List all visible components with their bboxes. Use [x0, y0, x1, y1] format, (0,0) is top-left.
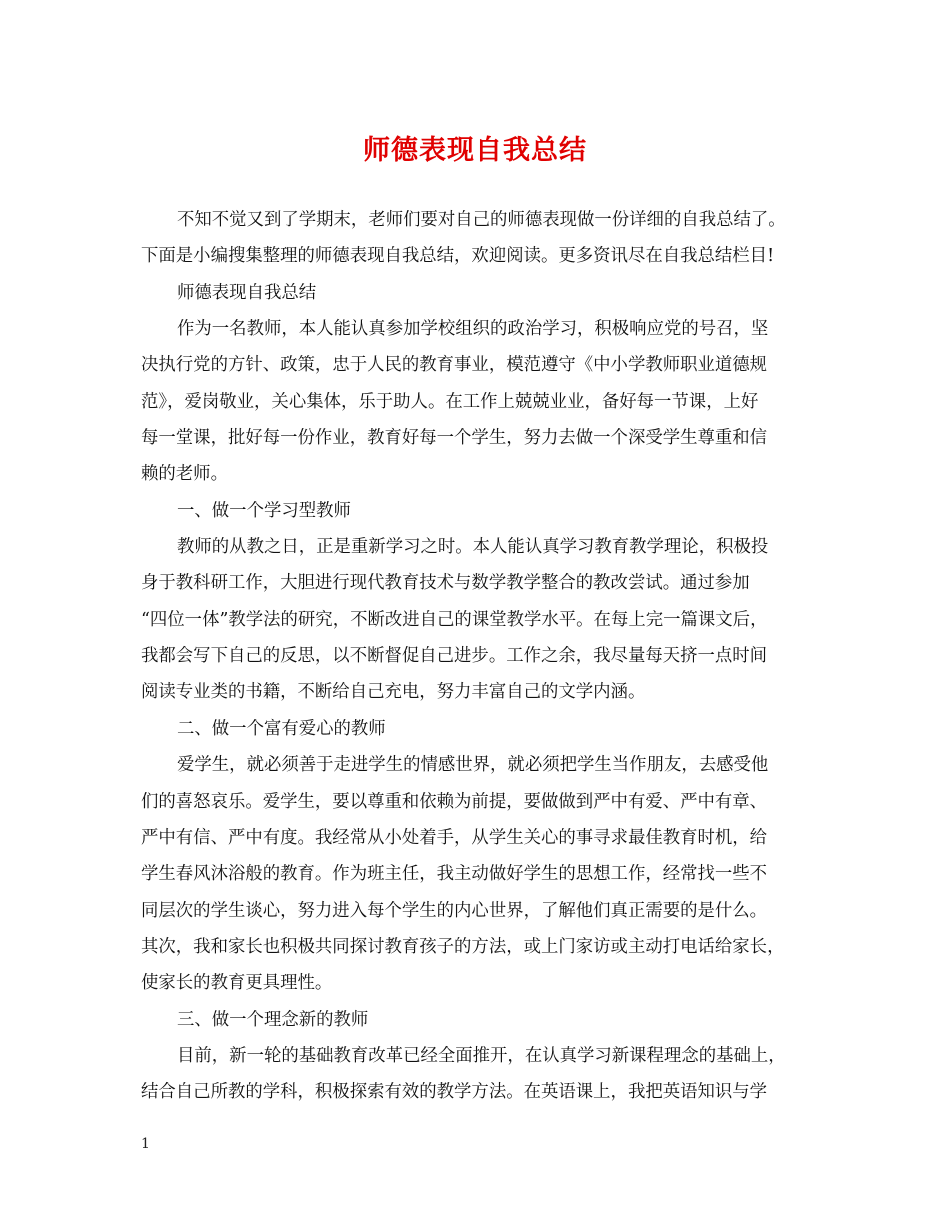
text-line: 其次，我和家长也积极共同探讨教育孩子的方法，或上门家访或主动打电话给家长，	[141, 936, 785, 957]
text-line: 们的喜怒哀乐。爱学生，要以尊重和依赖为前提，要做做到严中有爱、严中有章、	[141, 791, 768, 812]
text-line: 三、做一个理念新的教师	[177, 1009, 369, 1030]
text-line: 我都会写下自己的反思，以不断督促自己进步。工作之余，我尽量每天挤一点时间	[141, 646, 768, 667]
text-line: 严中有信、严中有度。我经常从小处着手，从学生关心的事寻求最佳教育时机，给	[141, 827, 768, 848]
text-line: 同层次的学生谈心，努力进入每个学生的内心世界，了解他们真正需要的是什么。	[141, 900, 768, 921]
text-line: 作为一名教师，本人能认真参加学校组织的政治学习，积极响应党的号召，坚	[177, 319, 769, 340]
text-line: 不知不觉又到了学期末，老师们要对自己的师德表现做一份详细的自我总结了。	[177, 210, 786, 230]
text-line: 师德表现自我总结	[177, 282, 317, 303]
text-line: 结合自己所教的学科，积极探索有效的教学方法。在英语课上，我把英语知识与学	[141, 1082, 768, 1103]
text-line: 身于教科研工作，大胆进行现代教育技术与数学教学整合的教改尝试。通过参加	[141, 573, 750, 594]
text-line: 二、做一个富有爱心的教师	[177, 718, 386, 739]
text-line: 一、做一个学习型教师	[177, 500, 351, 521]
text-line: 决执行党的方针、政策，忠于人民的教育事业，模范遵守《中小学教师职业道德规	[141, 355, 768, 376]
text-line: 学生春风沐浴般的教育。作为班主任，我主动做好学生的思想工作，经常找一些不	[141, 864, 768, 885]
text-line: 使家长的教育更具理性。	[141, 973, 333, 994]
text-line: 赖的老师。	[141, 464, 228, 485]
text-line: 每一堂课，批好每一份作业，教育好每一个学生，努力去做一个深受学生尊重和信	[141, 428, 768, 449]
text-line: 目前，新一轮的基础教育改革已经全面推开，在认真学习新课程理念的基础上，	[177, 1045, 786, 1066]
text-line: 教师的从教之日，正是重新学习之时。本人能认真学习教育教学理论，积极投	[177, 537, 769, 558]
text-line: 阅读专业类的书籍，不断给自己充电，努力丰富自己的文学内涵。	[141, 682, 646, 703]
text-line: 范》，爱岗敬业，关心集体，乐于助人。在工作上兢兢业业，备好每一节课，上好	[141, 391, 759, 412]
text-line: “四位一体”教学法的研究，不断改进自己的课堂教学水平。在每上完一篇课文后，	[141, 609, 768, 630]
text-line: 爱学生，就必须善于走进学生的情感世界，就必须把学生当作朋友，去感受他	[177, 755, 769, 776]
document-body	[141, 202, 819, 1111]
document-title: 师德表现自我总结	[363, 135, 587, 166]
text-line: 下面是小编搜集整理的师德表现自我总结，欢迎阅读。更多资讯尽在自我总结栏目!	[141, 246, 775, 267]
page-number: 1	[141, 1136, 150, 1152]
